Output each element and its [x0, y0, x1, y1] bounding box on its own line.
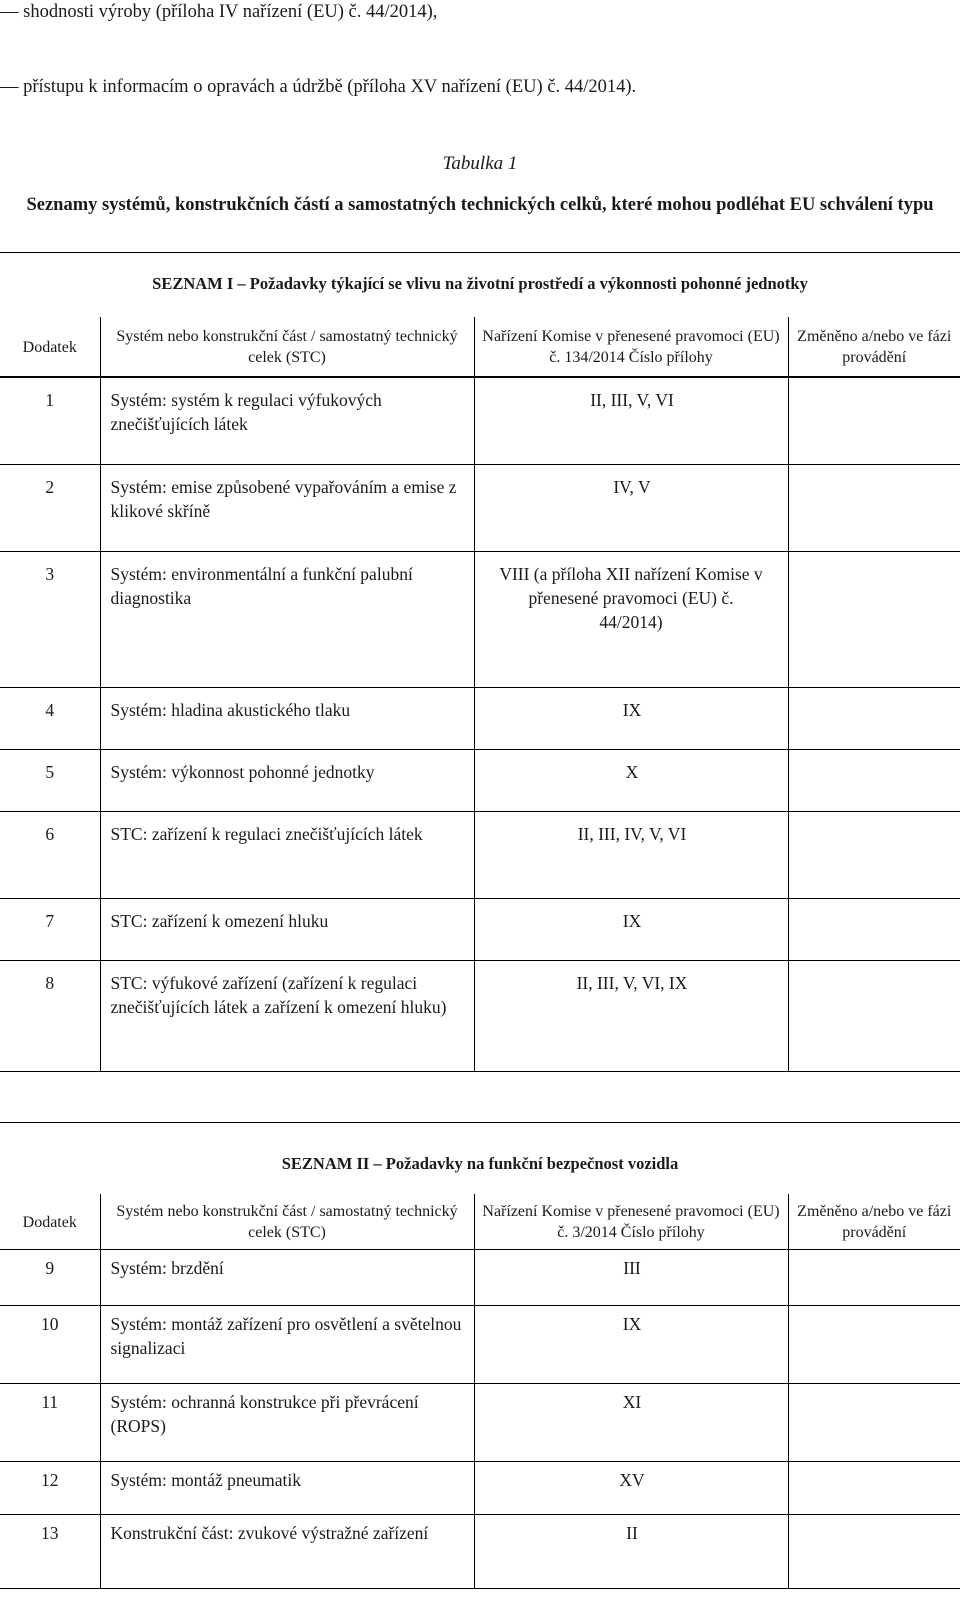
row-item: Konstrukční část: zvukové výstražné zařízení: [100, 1515, 474, 1589]
table-row: [0, 749, 960, 811]
table-row: [0, 1250, 960, 1306]
table-row: [0, 960, 960, 1071]
row-amended: [788, 1515, 960, 1589]
list1-col-annex: Nařízení Komise v přenesené pravomoci (EU) č. 134/2014 Číslo přílohy: [474, 317, 788, 377]
row-amended: [788, 898, 960, 960]
row-item: Systém: výkonnost pohonné jednotky: [100, 749, 474, 811]
row-item: Systém: systém k regulaci výfukových znečišťujících látek: [100, 377, 474, 464]
table-caption: Tabulka 1: [442, 153, 518, 174]
row-annex: IX: [474, 687, 788, 749]
list1-col-amended: Změněno a/nebo ve fázi provádění: [788, 317, 960, 377]
row-annex: XV: [474, 1462, 788, 1515]
row-amended: [788, 960, 960, 1071]
table-row: [0, 898, 960, 960]
row-annex: II, III, V, VI, IX: [474, 960, 788, 1071]
row-annex: II, III, V, VI: [474, 377, 788, 464]
row-amended: [788, 1306, 960, 1384]
row-amended: [788, 551, 960, 687]
row-number: 6: [45, 823, 55, 844]
row-amended: [788, 1462, 960, 1515]
row-amended: [788, 811, 960, 898]
list2-col-amended: Změněno a/nebo ve fázi provádění: [788, 1194, 960, 1250]
title-rule: [0, 252, 960, 253]
row-item: Systém: montáž pneumatik: [100, 1462, 474, 1515]
list2-heading: SEZNAM II – Požadavky na funkční bezpečnost vozidla: [281, 1154, 679, 1173]
list2-col-item: Systém nebo konstrukční část / samostatný technický celek (STC): [100, 1194, 474, 1250]
row-item: Systém: brzdění: [100, 1250, 474, 1306]
row-annex: IX: [474, 898, 788, 960]
section-rule: [0, 1122, 960, 1123]
table-title: Seznamy systémů, konstrukčních částí a samostatných technických celků, které mohou podléhat EU schválení typu: [26, 195, 934, 215]
row-amended: [788, 464, 960, 551]
row-item: STC: zařízení k regulaci znečišťujících látek: [100, 811, 474, 898]
row-amended: [788, 687, 960, 749]
list2-col-appendix: Dodatek: [22, 1213, 77, 1231]
table-row: [0, 1515, 960, 1589]
row-annex: XI: [474, 1384, 788, 1462]
row-annex: III: [474, 1250, 788, 1306]
row-number: 3: [45, 563, 55, 584]
row-amended: [788, 749, 960, 811]
row-annex: VIII (a příloha XII nařízení Komise v přenesené pravomoci (EU) č. 44/2014): [474, 551, 788, 687]
row-number: 4: [45, 699, 55, 720]
table-row: [0, 1306, 960, 1384]
row-number: 5: [45, 761, 55, 782]
row-number: 13: [41, 1523, 59, 1543]
table-row: [0, 551, 960, 687]
row-amended: [788, 1384, 960, 1462]
table-row: [0, 377, 960, 464]
row-item: Systém: ochranná konstrukce při převrácení (ROPS): [100, 1384, 474, 1462]
table-row: [0, 464, 960, 551]
row-item: STC: zařízení k omezení hluku: [100, 898, 474, 960]
list2-col-annex: Nařízení Komise v přenesené pravomoci (EU) č. 3/2014 Číslo přílohy: [474, 1194, 788, 1250]
list1-heading: SEZNAM I – Požadavky týkající se vlivu na životní prostředí a výkonnosti pohonné jednotky: [152, 274, 808, 293]
row-number: 9: [45, 1258, 55, 1278]
row-annex: II: [474, 1515, 788, 1589]
row-number: 7: [45, 910, 55, 931]
row-item: Systém: hladina akustického tlaku: [100, 687, 474, 749]
row-number: 8: [45, 972, 55, 993]
row-item: Systém: emise způsobené vypařováním a emise z klikové skříně: [100, 464, 474, 551]
row-annex: II, III, IV, V, VI: [474, 811, 788, 898]
list1-col-appendix: Dodatek: [22, 338, 77, 356]
row-number: 11: [41, 1392, 59, 1412]
table-row: [0, 1462, 960, 1515]
table-row: [0, 687, 960, 749]
row-item: Systém: montáž zařízení pro osvětlení a světelnou signalizaci: [100, 1306, 474, 1384]
row-number: 1: [45, 390, 55, 410]
list1-table: [0, 317, 960, 1072]
intro-line-1: — shodnosti výroby (příloha IV nařízení (EU) č. 44/2014),: [0, 2, 438, 22]
table-row: [0, 811, 960, 898]
intro-line-2: — přístupu k informacím o opravách a údržbě (příloha XV nařízení (EU) č. 44/2014).: [0, 77, 637, 97]
row-number: 12: [41, 1470, 59, 1490]
row-number: 2: [45, 476, 55, 497]
row-annex: IX: [474, 1306, 788, 1384]
list2-header-row: [0, 1194, 960, 1250]
row-annex: X: [474, 749, 788, 811]
row-amended: [788, 1250, 960, 1306]
row-amended: [788, 377, 960, 464]
row-number: 10: [41, 1314, 59, 1334]
row-annex: IV, V: [474, 464, 788, 551]
list1-col-item: Systém nebo konstrukční část / samostatný technický celek (STC): [100, 317, 474, 377]
table-row: [0, 1384, 960, 1462]
list1-header-row: [0, 317, 960, 377]
row-item: STC: výfukové zařízení (zařízení k regulaci znečišťujících látek a zařízení k omezení hluku): [100, 960, 474, 1071]
row-item: Systém: environmentální a funkční palubní diagnostika: [100, 551, 474, 687]
list2-table: [0, 1194, 960, 1589]
